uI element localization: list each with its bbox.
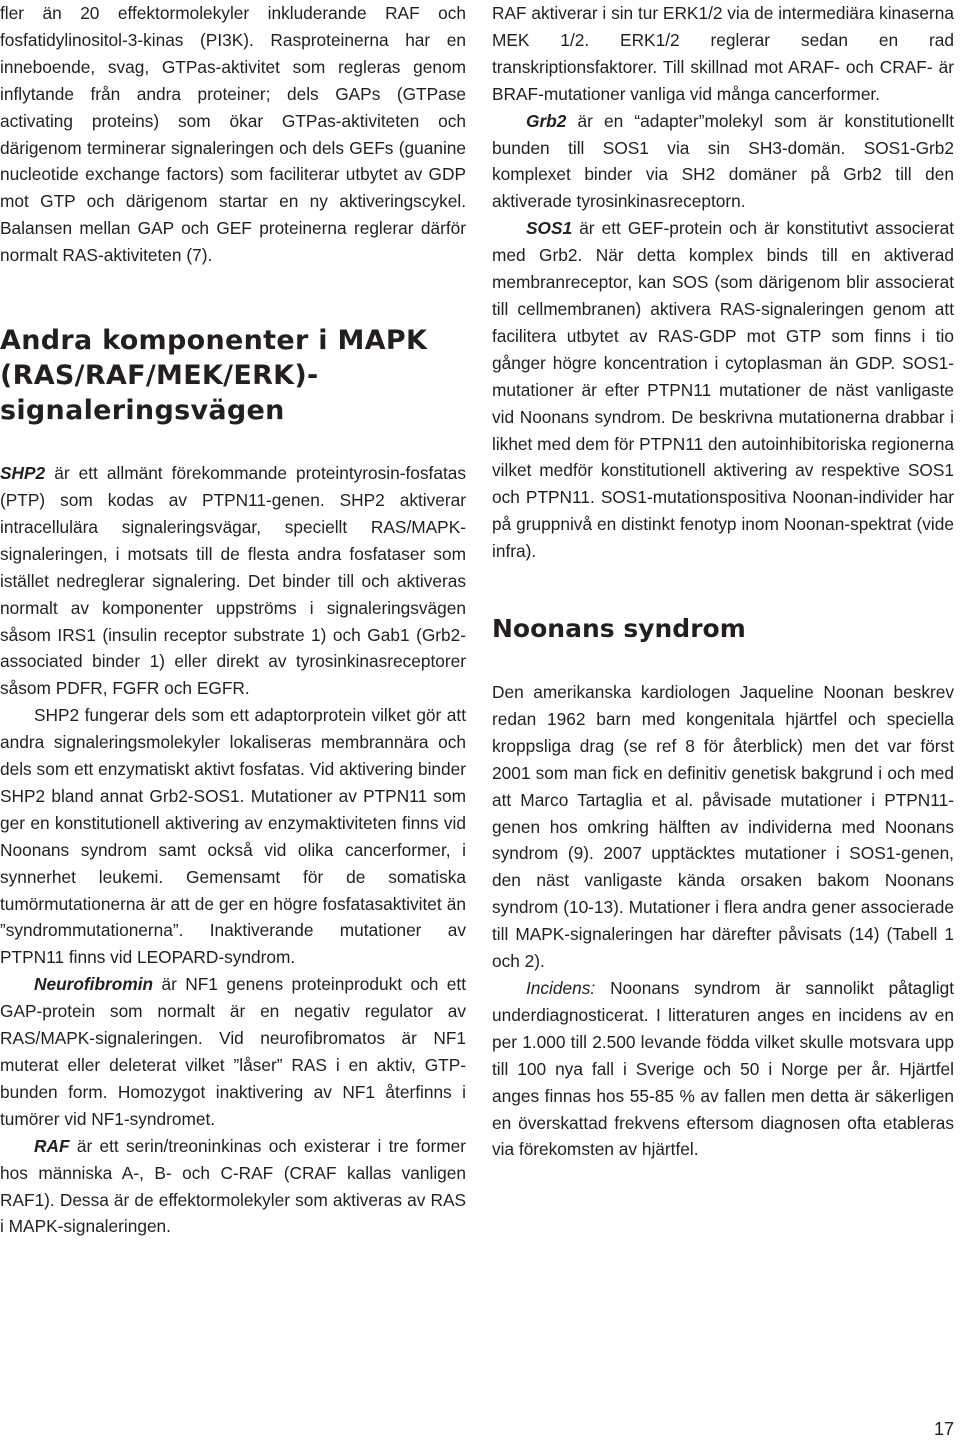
neurofibromin-text: är NF1 genens proteinprodukt och ett GAP-protein som normalt är en negativ regulator av RAS/MAPK-signaleringen. Vid neurofibromatos är NF1 muterat eller deleterat vilket ”låser” RAS i en aktiv, GTP-bunden form. Homozygot inaktivering av NF1 återfinns i tumörer vid NF1-syndromet. bbox=[0, 974, 466, 1129]
incidens-paragraph bbox=[492, 975, 954, 1163]
incidens-term: Incidens: bbox=[526, 978, 596, 998]
grb2-paragraph bbox=[492, 108, 954, 216]
neurofibromin-term: Neurofibromin bbox=[34, 974, 154, 995]
left-column bbox=[0, 0, 466, 1240]
raf-term: RAF bbox=[34, 1135, 70, 1156]
shp2-paragraph bbox=[0, 460, 466, 702]
page-number: 17 bbox=[933, 1419, 954, 1439]
grb2-term: Grb2 bbox=[526, 110, 567, 131]
noonan-paragraph: Den amerikanska kardiologen Jaqueline Noonan beskrev redan 1962 barn med kongenitala hjärtfel och speciella kroppsliga drag (se ref 8 för återblick) men det var först 2001 som man fick en definitiv genetisk bakgrund i och med att Marco Tartaglia et al. påvisade mutationer i PTPN11-genen hos omkring hälften av individerna med Noonans syndrom (9). 2007 upptäcktes mutationer i SOS1-genen, den näst vanligaste kända orsaken bakom Noonans syndrom (10-13). Mutationer i flera andra gener associerade till MAPK-signaleringen har därefter påvisats (14) (Tabell 1 och 2). bbox=[492, 682, 954, 972]
right-column bbox=[492, 0, 954, 1163]
intro-paragraph: fler än 20 effektormolekyler inkluderande RAF och fosfatidylinositol-3-kinas (PI3K). Rasproteinerna har en inneboende, svag, GTPas-aktivitet som regleras genom inflytande från andra proteiner; dels GAPs (GTPase activating proteins) som ökar GTPas-aktiviteten och därigenom terminerar signaleringen och dels GEFs (guanine nucleotide exchange factors) som faciliterar utbytet av GDP mot GTP och därigenom startar en ny aktiveringscykel. Balansen mellan GAP och GEF proteinerna reglerar därför normalt RAS-aktiviteten (7). bbox=[0, 3, 466, 266]
shp2-paragraph-2: SHP2 fungerar dels som ett adaptorprotein vilket gör att andra signaleringsmolekyler lokaliseras membrannära och dels som ett enzymatiskt aktivt fosfatas. Vid aktivering binder SHP2 bland annat Grb2-SOS1. Mutationer av PTPN11 som ger en konstitutionell aktivering av enzymaktiviteten finns vid Noonans syndrom samt också vid olika cancerformer, i synnerhet leukemi. Gemensamt för de somatiska tumörmutationerna är att de ger en högre fosfatasaktivitet än ”syndrommutationerna”. Inaktiverande mutationer av PTPN11 finns vid LEOPARD-syndrom. bbox=[0, 705, 466, 968]
shp2-text: är ett allmänt förekommande proteintyrosin-fosfatas (PTP) som kodas av PTPN11-genen. SHP2 aktiverar intracellulära signaleringsvägar, speciellt RAS/MAPK-signaleringen, i motsats till de flesta andra fosfataser som istället nedreglerar signalering. Det binder till och aktiveras normalt av komponenter uppströms i signaleringsvägen såsom IRS1 (insulin receptor substrate 1) och Gab1 (Grb2-associated binder 1) eller direkt av tyrosinkinasreceptorer såsom PDFR, FGFR och EGFR. bbox=[0, 463, 466, 699]
sos1-text: är ett GEF-protein och är konstitutivt associerat med Grb2. När detta komplex binds till en aktiverad membranreceptor, kan SOS (som därigenom blir associerat till cellmembranen) aktivera RAS-signaleringen genom att facilitera utbytet av RAS-GDP mot GTP som finns i tio gånger högre koncentration i cytoplasman än GDP. SOS1-mutationer är efter PTPN11 mutationer de näst vanligaste vid Noonans syndrom. De beskrivna mutationerna drabbar i likhet med dem för PTPN11 den autoinhibitoriska regionerna vilket medför konstitutionell aktivering av respektive SOS1 och PTPN11. SOS1-mutationspositiva Noonan-individer har på gruppnivå en distinkt fenotyp inom Noonan-spektrat (vide infra). bbox=[492, 218, 954, 562]
raf-text: är ett serin/treoninkinas och existerar i tre former hos människa A-, B- och C-RAF (CRAF kallas vanligen RAF1). Dessa är de effektormolekyler som aktiveras av RAS i MAPK-signaleringen. bbox=[0, 1135, 466, 1237]
sos1-paragraph bbox=[492, 215, 954, 565]
sos1-term: SOS1 bbox=[526, 218, 573, 239]
raf-continuation-paragraph: RAF aktiverar i sin tur ERK1/2 via de intermediära kinaserna MEK 1/2. ERK1/2 reglerar sedan en rad transkriptionsfaktorer. Till skillnad mot ARAF- och CRAF- är BRAF-mutationer vanliga vid många cancerformer. bbox=[492, 3, 954, 104]
shp2-term: SHP2 bbox=[0, 463, 46, 484]
grb2-text: är en “adapter”molekyl som är konstitutionellt bunden till SOS1 via sin SH3-domän. SOS1-Grb2 komplexet binder via SH2 domäner på Grb2 till den aktiverade tyrosinkinasreceptorn. bbox=[492, 110, 954, 212]
raf-paragraph bbox=[0, 1133, 466, 1241]
section-heading-noonan: Noonans syndrom bbox=[492, 614, 746, 644]
section-heading-mapk: Andra komponenter i MAPK (RAS/RAF/MEK/ERK)-signaleringsvägen bbox=[0, 325, 428, 427]
neurofibromin-paragraph bbox=[0, 971, 466, 1132]
incidens-text: Noonans syndrom är sannolikt påtagligt underdiagnosticerat. I litteraturen anges en incidens av en per 1.000 till 2.500 levande födda vilket skulle motsvara upp till 100 nya fall i Sverige och 50 i Norge per år. Hjärtfel anges finnas hos 55-85 % av fallen men detta är säkerligen en överskattad frekvens eftersom diagnosen ofta etableras via förekomsten av hjärtfel. bbox=[492, 978, 954, 1160]
